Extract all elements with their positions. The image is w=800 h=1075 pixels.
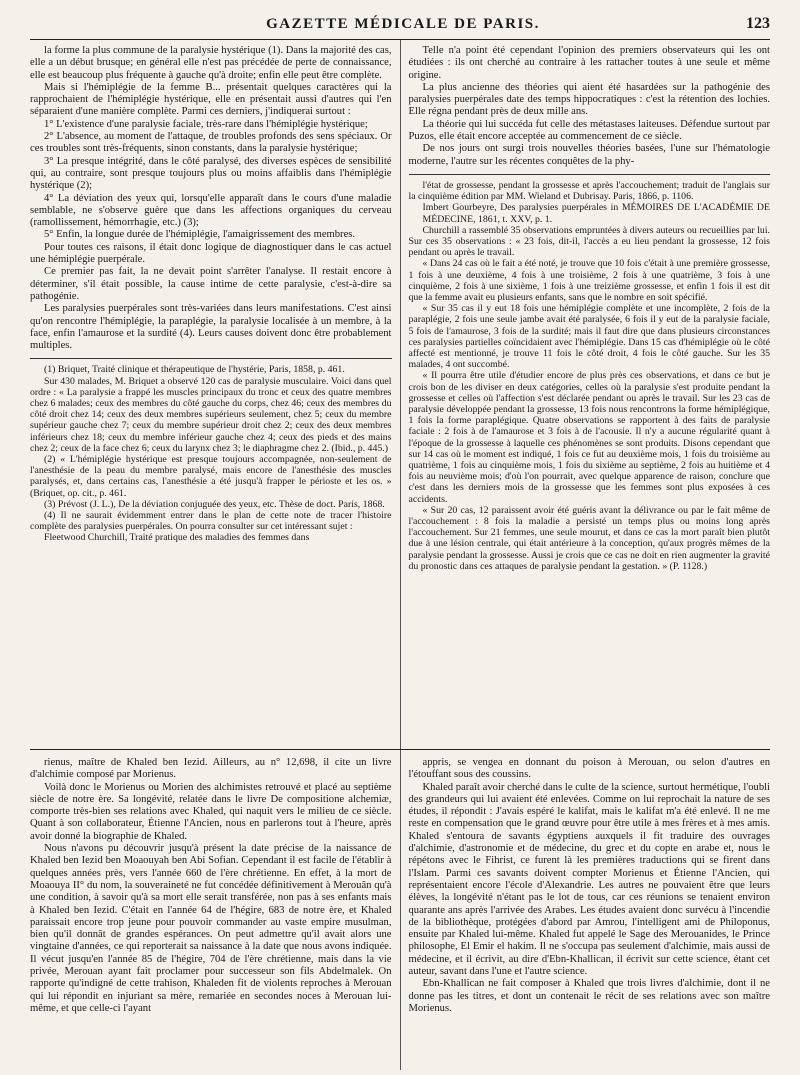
paragraph: Voilà donc le Morienus ou Morien des alchimistes retrouvé et placé au septième siècle de notre ère. Sa longévité, relatée dans le livre De compositione alchemiæ, comporte très-bien ses relations avec Khaled, qui naquit vers le milieu de ce siècle. Quant à son collaborateur, Étienne l'Ancien, nous en parlerons tout à l'heure, après avoir donné la biographie de Khaled. (30, 781, 392, 842)
left-footnotes (30, 364, 392, 543)
left-body-text (30, 45, 392, 352)
footnote: Churchill a rassemblé 35 observations empruntées à divers auteurs ou recueillies par lui. Sur ces 35 observations : « 23 fois, dit-il, l'accès a eu lieu pendant la grossesse, 12 fois pendant ou après le travail. (408, 224, 770, 259)
journal-title: GAZETTE MÉDICALE DE PARIS. (266, 16, 540, 32)
paragraph: Les paralysies puerpérales sont très-variées dans leurs manifestations. C'est ainsi qu'on rencontre l'hémiplégie, la paraplégie, la paralysie localisée à un membre, à la face, enfin l'amaurose et la surdité (4). Leurs causes doivent donc être probablement multiples. (30, 303, 392, 352)
left-column (30, 40, 400, 749)
footnote: « Sur 20 cas, 12 paraissent avoir été guéris avant la délivrance ou par le fait même de l'accouchement : 8 fois la maladie a persisté un temps plus ou moins long après l'accouchement. Sur 21 femmes, une seule mourut, et dans ce cas la mort paraît bien plutôt due à une lésion centrale, qui était antérieure à la conception, qu'aux progrès mêmes de la paralysie pendant la grossesse. Aussi je crois que ce cas ne doit en rien augmenter la gravité du pronostic dans ces attaques de paralysie pendant la gestation. » (P. 1128.) (408, 504, 770, 572)
paragraph: Nous n'avons pu découvrir jusqu'à présent la date précise de la naissance de Khaled ben Iezid ben Moaouyah ben Abi Sofian. Cependant il est facile de l'établir à quelques années près, vers l'année 660 de l'ère chrétienne. En effet, à la mort de Moaouya II° du nom, la souveraineté ne fut concédée définitivement à Merouân qu'à une condition, à savoir qu'à sa mort elle serait transférée, non pas à ses enfants mais à Khaled ben Iezid. C'était en l'année 64 de l'hégire, 683 de notre ère, et Khaled paraissait encore trop jeune pour pouvoir commander au vaste empire musulman, bien qu'il donnât de grandes espérances. On peut admettre qu'il avait alors une vingtaine d'années, ce qui reporterait sa naissance à la date que nous avons indiquée. Il vécut jusqu'en l'année 85 de l'hégire, 704 de l'ère chrétienne, mais dans la vie privée, Merouan ayant fait proclamer pour successeur son fils Abdelmalek. On rapporte qu'indigné de cette trahison, Khaleden fit de violents reproches à Merouan qui lui répondit en injuriant sa mère, remariée en secondes noces à Merouan lui-même, et que celle-ci l'ayant (30, 843, 392, 1014)
paragraph: Telle n'a point été cependant l'opinion des premiers observateurs qui les ont étudiées : ils ont cherché au contraire à les rattacher toutes à une seule et même origine. (408, 45, 770, 81)
right-body-text (409, 45, 771, 168)
footnote-divider (409, 174, 771, 175)
lower-section (30, 750, 770, 1070)
page-header (30, 0, 770, 40)
paragraph: La plus ancienne des théories qui aient été hasardées sur la pathogénie des paralysies puerpérales date des temps hippocratiques : c'est la rétention des lochies. Elle régna pendant près de deux mille ans. (408, 81, 770, 118)
footnote: l'état de grossesse, pendant la grossesse et après l'accouchement; traduit de l'anglais sur la cinquième édition par MM. Wieland et Dubrisay. Paris, 1866, p. 1106. (408, 179, 770, 203)
paragraph: Pour toutes ces raisons, il était donc logique de diagnostiquer dans le cas actuel une hémiplégie puerpérale. (30, 241, 392, 266)
footnote: Imbert Gourbeyre, Des paralysies puerpérales in MÉMOIRES DE L'ACADÉMIE DE MÉDECINE, 1861, t. XXV, p. 1. (422, 202, 770, 225)
footnote: (2) « L'hémiplégie hystérique est presque toujours accompagnée, non-seulement de l'anesthésie de la peau du membre paralysé, mais encore de l'anesthésie des muscles paralysés, et, dans certains cas, l'anesthésie a été jusqu'à frapper le périoste et les os. » (Briquet, op. cit., p. 461. (30, 454, 392, 499)
paragraph: Ce premier pas fait, la ne devait point s'arrêter l'analyse. Il restait encore à déterminer, s'il était possible, la cause intime de cette paralysie, c'est-à-dire sa pathogénie. (30, 266, 392, 302)
paragraph: De nos jours ont surgi trois nouvelles théories basées, l'une sur l'hématologie moderne, l'autre sur les récentes conquêtes de la phy- (408, 143, 770, 167)
paragraph: la forme la plus commune de la paralysie hystérique (1). Dans la majorité des cas, elle a un début brusque; en général elle n'est pas précédée de perte de connaissance, elle est beaucoup plus fréquente à gauche qu'à droite; enfin elle peut être complète. (30, 45, 392, 81)
paragraph: Ebn-Khallican ne fait composer à Khaled que trois livres d'alchimie, dont il ne donne pas les titres, et dont un contenait le récit de ses relations avec son maître Morienus. (408, 978, 770, 1014)
footnote: « Il pourra être utile d'étudier encore de plus près ces observations, et dans ce but je crois bon de les diviser en deux catégories, celles où la paralysie s'est produite pendant la grossesse et celles où l'affection s'est déclarée pendant ou après le travail. Sur les 23 cas de paralysie développée pendant la grossesse, 13 fois nous rencontrons la forme hémiplégique, 1 fois la forme paraplégique. Quatre observations se rapportent à des faits de paralysie faciale : 2 fois à de l'amaurose et 3 fois à de l'acousie. Il n'y a aucune régularité quant à l'époque de la grossesse à laquelle ces phénomènes se sont produits. Disons cependant que sur 14 cas où le moment est indiqué, 1 fois ce fut au deuxième mois, 1 fois du troisième au quatrième, 1 fois au cinquième mois, 1 fois du sixième au septième, 2 fois au huitième et 4 fois au neuvième mois; d'où l'on pourrait, avec quelque apparence de raison, conclure que c'est dans les derniers mois de la grossesse que les femmes sont plus exposées à ces accidents. (408, 370, 770, 505)
paragraph: 1° L'existence d'une paralysie faciale, très-rare dans l'hémiplégie hystérique; (44, 118, 368, 130)
paragraph: La théorie qui lui succéda fut celle des métastases laiteuses. Défendue surtout par Puzos, elle était encore acceptée au commencement de ce siècle. (408, 118, 770, 143)
footnote: (1) Briquet, Traité clinique et thérapeutique de l'hystérie, Paris, 1858, p. 461. (44, 364, 345, 376)
footnote: (4) Il ne saurait évidemment entrer dans le plan de cette note de tracer l'histoire complète des paralysies puerpérales. On pourra consulter sur cet intéressant sujet : (30, 510, 392, 533)
footnote: Sur 430 malades, M. Briquet a observé 120 cas de paralysie musculaire. Voici dans quel ordre : « La paralysie a frappé les muscles principaux du tronc et ceux des quatre membres chez 6 malades; ceux des membres du côté gauche du corps, chez 46; ceux des membres du côté droit chez 14; ceux des deux membres supérieurs seulement, chez 5; ceux du membre supérieur gauche chez 7; ceux du membre supérieur droit chez 2; ceux des deux membres inférieurs chez 18; ceux du membre inférieur gauche chez 4; ceux des pieds et des mains chez 2; ceux de la face chez 6; ceux du larynx chez 3; le diaphragme chez 2. (Ibid., p. 445.) (30, 375, 392, 454)
reference-block (409, 202, 771, 224)
paragraph: 3° La presque intégrité, dans le côté paralysé, des diverses espèces de sensibilité qui, au contraire, sont presque toujours plus ou moins affaiblis dans l'hémiplégie hystérique (2); (30, 155, 392, 192)
paragraph: 4° La déviation des yeux qui, lorsqu'elle apparaît dans le cours d'une maladie semblable, ne s'observe guère que dans les affections organiques du cerveau (ramollissement, hémorrhagie, etc.) (3); (30, 192, 392, 229)
footnote: « Dans 24 cas où le fait a été noté, je trouve que 10 fois c'était à une première grossesse, 1 fois à une deuxième, 4 fois à une troisième, 2 fois à une quatrième, 3 fois à une cinquième, 2 fois à une sixième, 1 fois à une treizième grossesse, et enfin 1 fois il est dit que la femme avait eu plusieurs enfants, sans que le nombre en soit spécifié. (408, 258, 770, 303)
paragraph: rienus, maître de Khaled ben Iezid. Ailleurs, au n° 12,698, il cite un livre d'alchimie composé par Morienus. (30, 757, 392, 781)
paragraph: appris, se vengea en donnant du poison à Merouan, ou selon d'autres en l'étouffant sous des coussins. (408, 757, 770, 781)
paragraph: 5° Enfin, la longue durée de l'hémiplégie, l'amaigrissement des membres. (44, 229, 356, 241)
right-footnotes (409, 180, 771, 572)
paragraph: 2° L'absence, au moment de l'attaque, de troubles profonds des sens spéciaux. Or ces troubles sont très-fréquents, sinon constants, dans la paralysie hystérique; (30, 131, 392, 155)
lower-left-column (30, 750, 400, 1070)
right-column (400, 40, 771, 749)
paragraph: Mais si l'hémiplégie de la femme B... présentait quelques caractères qui la rapprochaient de l'hémiplégie hystérique, elle en présentait aussi d'autres qui l'en séparaient d'une manière complète. Parmi ces derniers, j'indiquerai surtout : (30, 81, 392, 118)
footnote: (3) Prévost (J. L.), De la déviation conjuguée des yeux, etc. Thèse de doct. Paris, 1868. (44, 498, 385, 510)
lower-right-column (400, 750, 771, 1070)
footnote: Fleetwood Churchill, Traité pratique des maladies des femmes dans (44, 532, 310, 544)
paragraph: Khaled paraît avoir cherché dans le culte de la science, surtout hermétique, l'oubli des grandeurs qui lui avaient été enlevées. Comme on lui reprochait la nature de ses études, il répondit : J'avais espéré le kalifat, mais le kalifat m'a été enlevé. Il ne me reste en compensation que le grand œuvre pour être utile à mes frères et à mes amis. Khaled s'entoura de savants égyptiens auxquels il fit traduire des ouvrages d'alchimie, d'astronomie et de médecine, du grec et du copte en arabe et, nous le répétons avec le Fihrist, ce furent là les premières traductions qui se firent dans l'Islam. Parmi ces savants doivent compter Morienus et Étienne l'Ancien, qui représentaient encore l'école d'Alexandrie. Les autres ne pouvaient être que leurs élèves, la longévité n'étant pas le lot de tous, car ces réunions se tenaient environ quarante ans après l'arrivée des Arabes. Les études avaient donc survécu à l'incendie de la bibliothèque, protégées d'abord par Amrou, l'intelligent ami de Philoponus, ensuite par Khaled lui-même. Khaled fut appelé le Sage des Merouanides, le Prince philosophe, El Emir el hakim. Il ne s'occupa pas seulement d'alchimie, mais aussi de médecine, et il écrivit, au dire d'Ebn-Khallican, il écrivit sur cette science, étant cet auteur, savant dans l'une et l'autre science. (408, 781, 770, 978)
page-number: 123 (745, 15, 770, 32)
footnote: « Sur 35 cas il y eut 18 fois une hémiplégie complète et une incomplète, 2 fois de la paraplégie, 2 fois une seule jambe avait été paralysée, 6 fois il y eut de la paralysie faciale, 5 fois de l'amaurose, 3 fois de la surdité; mais il faut dire que dans plusieurs circonstances ces paralysies partielles coïncidaient avec l'hémiplégie. Dans 15 cas d'hémiplégie où le côté affecté est mentionné, je trouve 11 fois le côté droit, 4 fois le côté gauche. Sur les 35 malades, 4 ont succombé. (408, 303, 770, 371)
footnote-divider (30, 358, 392, 359)
upper-section (30, 40, 770, 750)
